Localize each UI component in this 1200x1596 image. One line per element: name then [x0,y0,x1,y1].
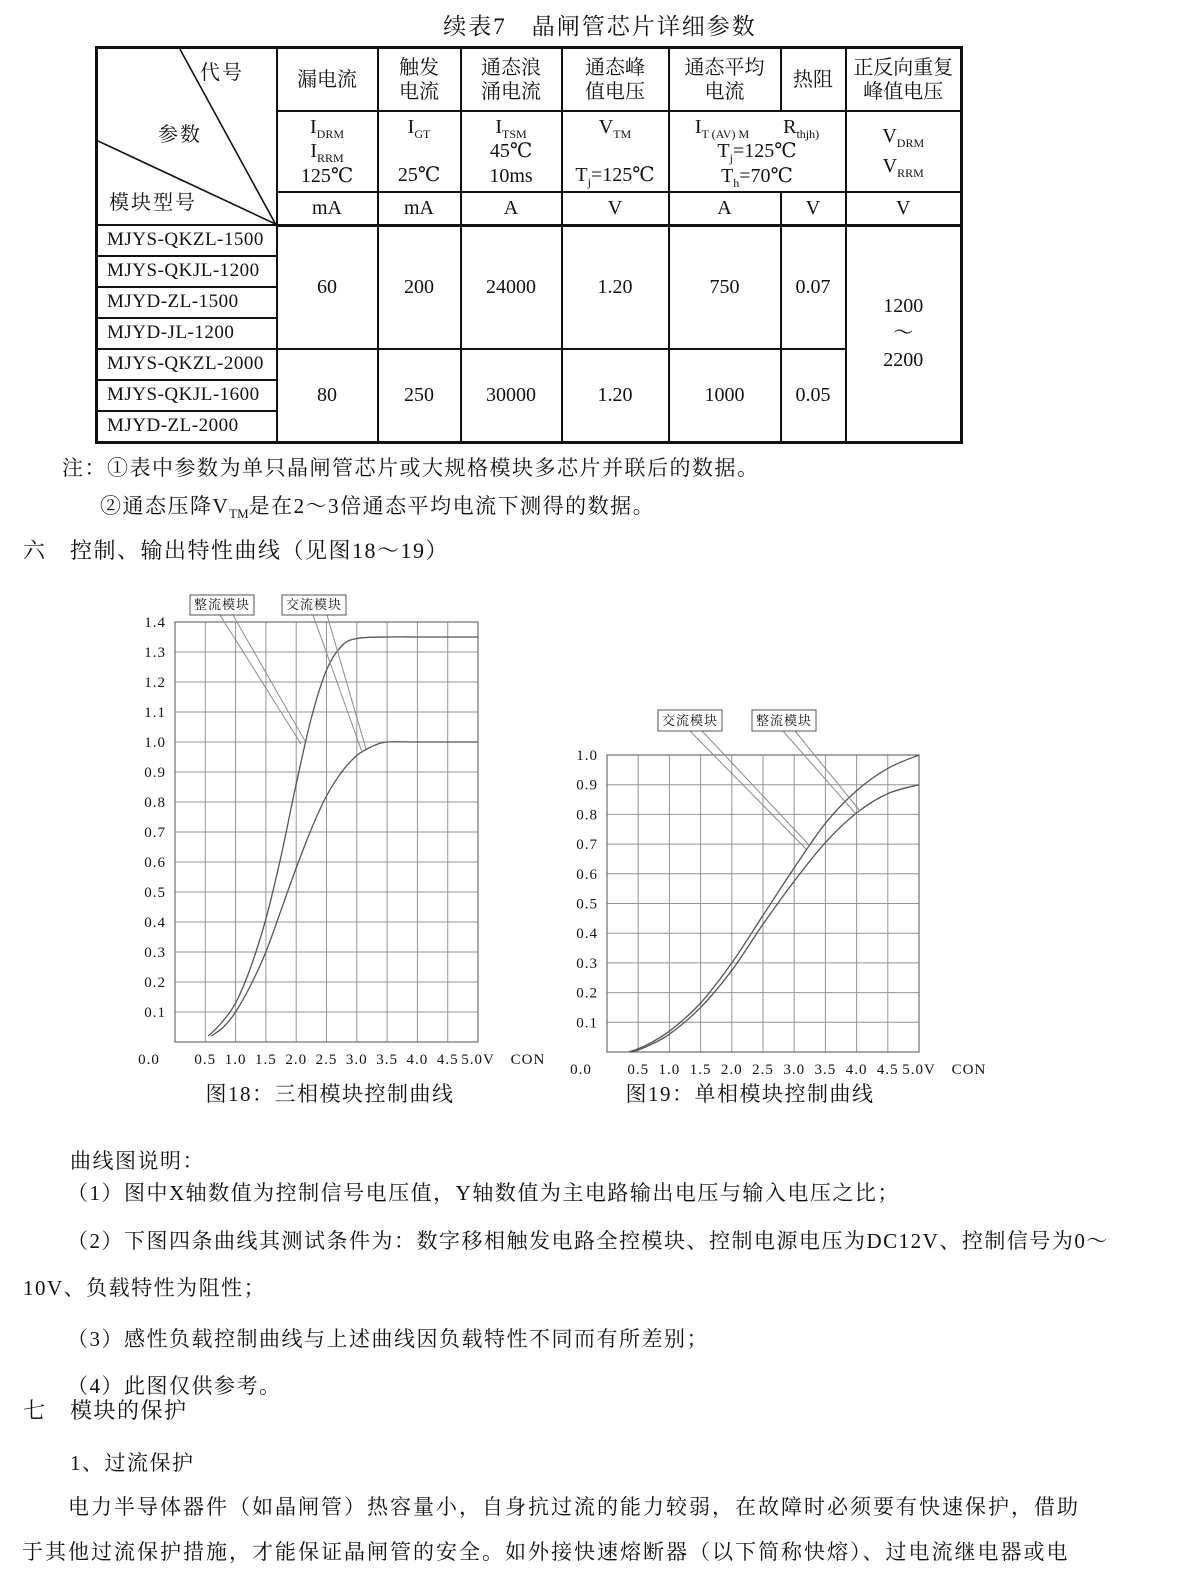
col-header-itav: 通态平均 电流 [669,48,781,112]
curve-labels [658,710,860,849]
curve-labels [190,595,366,752]
value-leakage-g2: 80 [277,349,378,442]
desc-item-3: （3）感性负载控制曲线与上述曲线因负载特性不同而有所差别； [67,1327,709,1351]
table-row [97,225,962,256]
desc-item-2-cont: 10V、负载特性为阻性； [23,1276,267,1300]
grid [175,622,478,1042]
model-cell: MJYS-QKJL-1600 [97,380,277,411]
x-tick-label: 0.5 [194,1052,217,1068]
value-rth-g2: 0.05 [781,349,846,442]
x-tick-label: 2.5 [752,1062,774,1078]
y-tick-label: 1.0 [576,748,598,764]
y-tick-label: 0.6 [144,855,166,871]
model-cell: MJYS-QKJL-1200 [97,256,277,287]
section-heading-seven: 七 模块的保护 [23,1398,188,1423]
chart-fig19 [550,700,1030,1086]
value-surge-g2: 30000 [461,349,562,442]
symbol-surge: $I_{TSM}$ 45℃ 10ms [461,111,562,191]
x-tick-label: 3.0 [345,1052,368,1068]
x-tick-label: 3.5 [376,1052,398,1068]
y-tick-label: 0.4 [144,915,166,931]
curve-label-text: 整流模块 [755,713,813,728]
desc-item-4: （4）此图仅供参考。 [67,1374,282,1398]
y-tick-label: 0.7 [144,825,166,841]
value-surge-g1: 24000 [461,225,562,349]
desc-item-1: （1）图中X轴数值为控制信号电压值，Y轴数值为主电路输出电压与输入电压之比； [67,1181,900,1205]
x-tick-label: 2.5 [315,1052,338,1068]
leader-line [795,731,860,811]
value-trigger-g2: 250 [378,349,461,442]
table-note-2: ②通态压降$V_{TM}$是在2～3倍通态平均电流下测得的数据。 [100,494,656,522]
desc-title: 曲线图说明： [70,1149,205,1173]
unit-cell: mA [277,192,378,225]
table-corner-cell [97,48,277,226]
x-tick-label: 1.5 [255,1052,277,1068]
col-header-surge: 通态浪 涌电流 [461,48,562,112]
curve-label-text: 整流模块 [193,597,251,612]
x-tick-label: 4.0 [406,1052,429,1068]
y-tick-label: 0.2 [576,985,598,1002]
page-title: 续表7 晶闸管芯片详细参数 [443,14,757,39]
curve-交流模块 [211,742,478,1036]
value-itav-g2: 1000 [669,349,781,442]
model-cell: MJYS-QKZL-1500 [97,225,277,256]
curves [208,637,478,1036]
symbol-itav-rth: $I_{T (AV) M}$ $R_{thjh)}$ $T_j=125℃$ $T_h=70℃$ [669,111,846,191]
y-tick-label: 1.4 [144,615,166,631]
x-tick-label: 1.0 [658,1062,681,1078]
y-tick-label: 0.1 [144,1005,166,1021]
y-tick-label: 1.3 [144,645,166,661]
y-tick-label: 1.0 [144,735,166,751]
col-header-vdrm: 正反向重复 峰值电压 [846,48,962,112]
value-vtm-g2: 1.20 [562,349,669,442]
grid [607,755,919,1052]
corner-label-code: 代号 [200,62,244,84]
parameters-table [95,46,963,444]
x-tick-label: 3.5 [814,1062,837,1078]
value-rth-g1: 0.07 [781,225,846,349]
unit-cell: V [562,192,669,225]
table-row [97,349,962,380]
x-axis-con-label: CON [951,1062,987,1078]
corner-label-param: 参数 [158,124,202,146]
model-cell: MJYD-JL-1200 [97,318,277,349]
leader-line [233,615,305,741]
y-tick-label: 0.2 [144,975,166,991]
body-paragraph-line1: 电力半导体器件（如晶闸管）热容量小，自身抗过流的能力较弱，在故障时必须要有快速保护，借助 [68,1495,1080,1519]
y-tick-label: 1.1 [144,705,166,721]
y-tick-label: 0.9 [144,765,166,781]
y-tick-label: 0.9 [576,777,598,794]
col-header-leakage: 漏电流 [277,48,378,112]
axis-ticks [138,615,545,1068]
col-header-trigger: 触发 电流 [378,48,461,112]
x-tick-label: 2.0 [285,1052,308,1068]
value-trigger-g1: 200 [378,225,461,349]
value-itav-g1: 750 [669,225,781,349]
caption-fig19: 图19：单相模块控制曲线 [625,1082,875,1106]
symbol-vdrm: $V_{DRM}$ $V_{RRM}$ [846,111,962,191]
y-tick-label: 0.3 [576,955,598,972]
value-vdrm-range: 1200 ～ 2200 [846,225,962,442]
caption-fig18: 图18：三相模块控制曲线 [205,1082,455,1106]
x-tick-label: 5.0V [902,1062,936,1078]
y-tick-label: 0.7 [576,837,598,854]
curve-整流模块 [632,785,919,1052]
x-tick-label: 4.0 [845,1062,868,1078]
col-header-rth: 热阻 [781,48,846,112]
x-tick-label: 3.0 [783,1062,806,1078]
corner-label-model: 模块型号 [109,192,197,214]
x-tick-label: 1.0 [224,1052,247,1068]
body-paragraph-line2: 于其他过流保护措施，才能保证晶闸管的安全。如外接快速熔断器（以下简称快熔）、过电流继电器或电 [22,1540,1070,1564]
x-tick-label: 2.0 [720,1062,743,1078]
x-tick-label: 4.5 [436,1052,459,1068]
desc-item-2: （2）下图四条曲线其测试条件为：数字移相触发电路全控模块、控制电源电压为DC12V、控制信号为0～ [67,1229,1109,1253]
leader-line [690,731,806,849]
value-vtm-g1: 1.20 [562,225,669,349]
y-tick-label: 1.2 [144,675,166,691]
curve-整流模块 [208,637,478,1036]
y-tick-label: 0.8 [576,807,598,824]
leader-line [220,615,301,744]
section-heading-six: 六 控制、输出特性曲线（见图18～19） [23,538,450,563]
y-tick-label: 0.3 [144,945,166,961]
x-axis-con-label: CON [510,1052,546,1068]
y-tick-label: 0.4 [576,926,598,943]
col-header-vtm: 通态峰 值电压 [562,48,669,112]
x-tick-label: 1.5 [689,1062,712,1078]
model-cell: MJYD-ZL-1500 [97,287,277,318]
unit-cell: mA [378,192,461,225]
origin-tick-label: 0.0 [138,1052,160,1068]
table-note-1: 注：①表中参数为单只晶闸管芯片或大规格模块多芯片并联后的数据。 [62,456,760,480]
curve-label-text: 交流模块 [285,597,343,612]
y-tick-label: 0.8 [144,795,166,811]
symbol-vtm: $V_{TM}$ $T_j=125℃$ [562,111,669,191]
origin-tick-label: 0.0 [570,1062,592,1078]
y-tick-label: 0.6 [576,866,598,883]
x-tick-label: 5.0V [461,1052,495,1068]
curve-label-text: 交流模块 [661,713,719,728]
axis-ticks [570,748,986,1078]
y-tick-label: 0.5 [144,885,166,901]
symbol-trigger: $I_{GT}$ 25℃ [378,111,461,191]
value-leakage-g1: 60 [277,225,378,349]
x-tick-label: 4.5 [876,1062,899,1078]
symbol-leakage: $I_{DRM}$ $I_{RRM}$ 125℃ [277,111,378,191]
unit-cell: V [781,192,846,225]
unit-cell: V [846,192,962,225]
subsection-overcurrent: 1、过流保护 [70,1451,195,1475]
x-tick-label: 0.5 [627,1062,650,1078]
y-tick-label: 0.1 [576,1015,598,1032]
unit-cell: A [669,192,781,225]
model-cell: MJYD-ZL-2000 [97,411,277,442]
model-cell: MJYS-QKZL-2000 [97,349,277,380]
unit-cell: A [461,192,562,225]
y-tick-label: 0.5 [576,896,598,913]
leader-line [313,615,362,752]
chart-fig18 [115,580,565,1080]
